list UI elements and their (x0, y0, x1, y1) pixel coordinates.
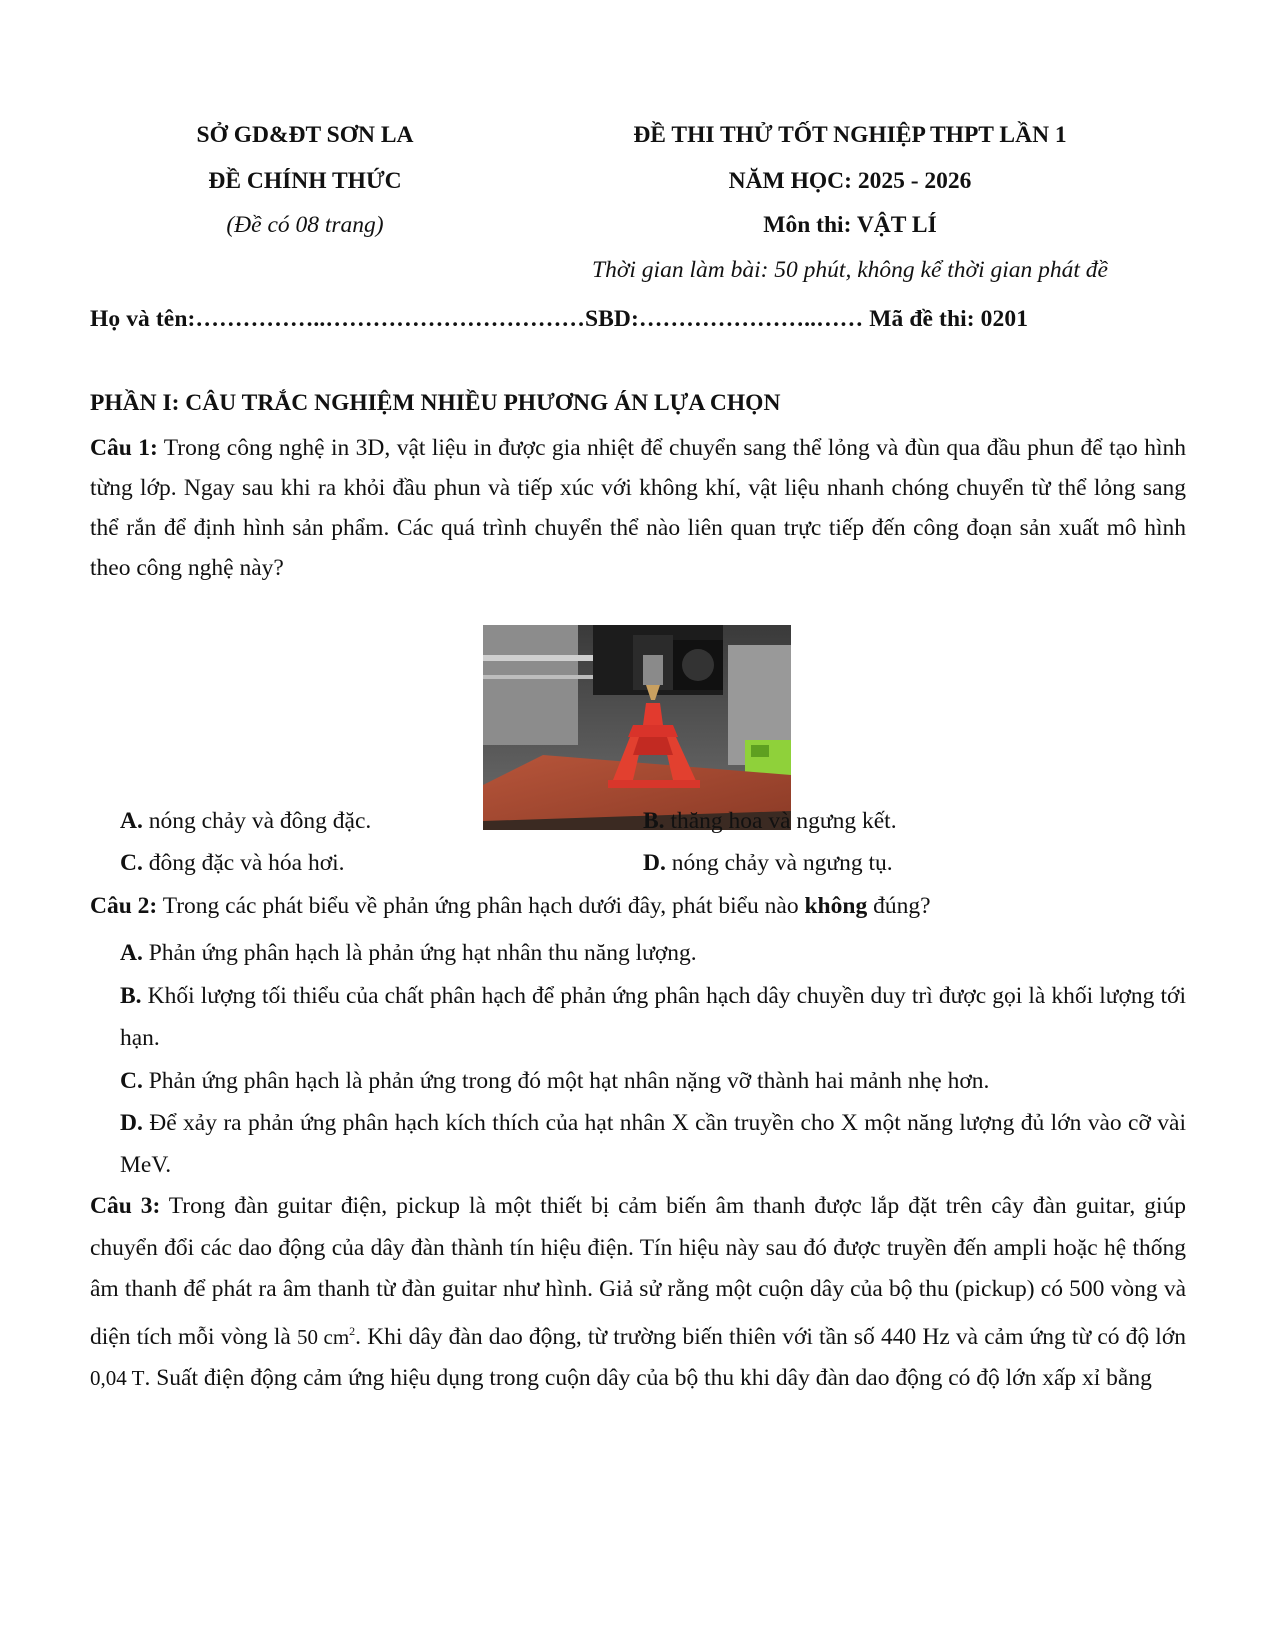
area-value-text: 50 cm (296, 1324, 350, 1349)
q2-option-a-text: Phản ứng phân hạch là phản ứng hạt nhân thu năng lượng. (148, 940, 697, 966)
question-2-text-after: đúng? (873, 893, 931, 919)
question-2-text-bold: không (804, 893, 868, 919)
section-title: PHẦN I: CÂU TRẮC NGHIỆM NHIỀU PHƯƠNG ÁN LỰA CHỌN (90, 390, 781, 416)
q1-option-c (120, 850, 345, 877)
q2-option-d-key: D. (120, 1110, 143, 1136)
q1-option-a (120, 808, 371, 835)
q1-option-d-text: nóng chảy và ngưng tụ. (671, 850, 893, 876)
q1-option-a-key: A. (120, 808, 143, 834)
exam-duration: Thời gian làm bài: 50 phút, không kể thời gian phát đề (592, 257, 1108, 283)
q2-option-b-key: B. (120, 983, 142, 1009)
q2-option-c-key: C. (120, 1068, 143, 1094)
q2-option-c-text: Phản ứng phân hạch là phản ứng trong đó một hạt nhân nặng vỡ thành hai mảnh nhẹ hơn. (148, 1068, 990, 1094)
q2-option-b (120, 975, 1186, 1059)
q2-option-c (120, 1060, 1186, 1102)
area-exponent: 2 (349, 1323, 356, 1338)
q1-option-c-key: C. (120, 850, 143, 876)
question-3-text-1: Trong đàn guitar điện, pickup là một thiết bị cảm biến âm thanh được lắp đặt trên cây đàn guitar, giúp chuyển đổi các dao động của dây đàn thành tín hiệu điện. Tín hiệu này sau đó được truyền đến ampli hoặc hệ thống âm thanh để phát ra âm thanh từ đàn guitar như hình. Giả sử rằng một cuộn dây của bộ thu (pickup) có 500 vòng và diện tích mỗi vòng là (90, 1193, 1186, 1350)
question-3-text-2: . Khi dây đàn dao động, từ trường biến thiên với tần số 440 Hz và cảm ứng từ có độ lớn (355, 1323, 1187, 1350)
q1-option-b-key: B. (643, 808, 665, 834)
page-count: (Đề có 08 trang) (226, 212, 384, 238)
q2-option-a-key: A. (120, 940, 143, 966)
q1-option-d (643, 850, 893, 877)
q2-option-b-text: Khối lượng tối thiểu của chất phân hạch để phản ứng phân hạch dây chuyền duy trì được gọi là khối lượng tới hạn. (120, 983, 1186, 1051)
question-2-label: Câu 2: (90, 893, 158, 919)
q2-option-d-text: Để xảy ra phản ứng phân hạch kích thích của hạt nhân X cần truyền cho X một năng lượng đủ lớn vào cỡ vài MeV. (120, 1110, 1187, 1178)
q1-option-b-text: thăng hoa và ngưng kết. (670, 808, 897, 834)
question-3-text-3: . Suất điện động cảm ứng hiệu dụng trong cuộn dây của bộ thu khi dây đàn dao động có độ lớn xấp xỉ bằng (144, 1365, 1152, 1391)
official-label: ĐỀ CHÍNH THỨC (208, 168, 402, 194)
question-1-text: Trong công nghệ in 3D, vật liệu in được gia nhiệt để chuyển sang thể lỏng và đùn qua đầu phun để tạo hình từng lớp. Ngay sau khi ra khỏi đầu phun và tiếp xúc với không khí, vật liệu nhanh chóng chuyển từ thể lỏng sang thể rắn để định hình sản phẩm. Các quá trình chuyển thể nào liên quan trực tiếp đến công đoạn sản xuất mô hình theo công nghệ này? (90, 435, 1186, 581)
q1-option-c-text: đông đặc và hóa hơi. (148, 850, 345, 876)
question-2 (90, 893, 931, 920)
question-1 (90, 428, 1186, 588)
q2-option-d (120, 1102, 1186, 1186)
q1-option-b (643, 808, 897, 835)
question-2-text-before: Trong các phát biểu về phản ứng phân hạch dưới đây, phát biểu nào (162, 893, 799, 919)
question-1-label: Câu 1: (90, 435, 158, 461)
department-name: SỞ GD&ĐT SƠN LA (196, 122, 414, 148)
q1-option-a-text: nóng chảy và đông đặc. (148, 808, 372, 834)
subject: Môn thi: VẬT LÍ (763, 212, 937, 238)
exam-title: ĐỀ THI THỬ TỐT NGHIỆP THPT LẦN 1 (633, 122, 1067, 148)
q1-option-d-key: D. (643, 850, 666, 876)
area-value (297, 1325, 355, 1349)
q2-option-a (120, 932, 1186, 974)
school-year: NĂM HỌC: 2025 - 2026 (728, 168, 972, 194)
field-value: 0,04 T (90, 1366, 145, 1390)
candidate-info-line: Họ và tên:……………..……………………………SBD:…………………..…… Mã đề thi: 0201 (90, 306, 1029, 332)
question-3-label: Câu 3: (90, 1193, 161, 1219)
3d-printer-photo (483, 625, 791, 830)
question-3 (90, 1186, 1186, 1400)
